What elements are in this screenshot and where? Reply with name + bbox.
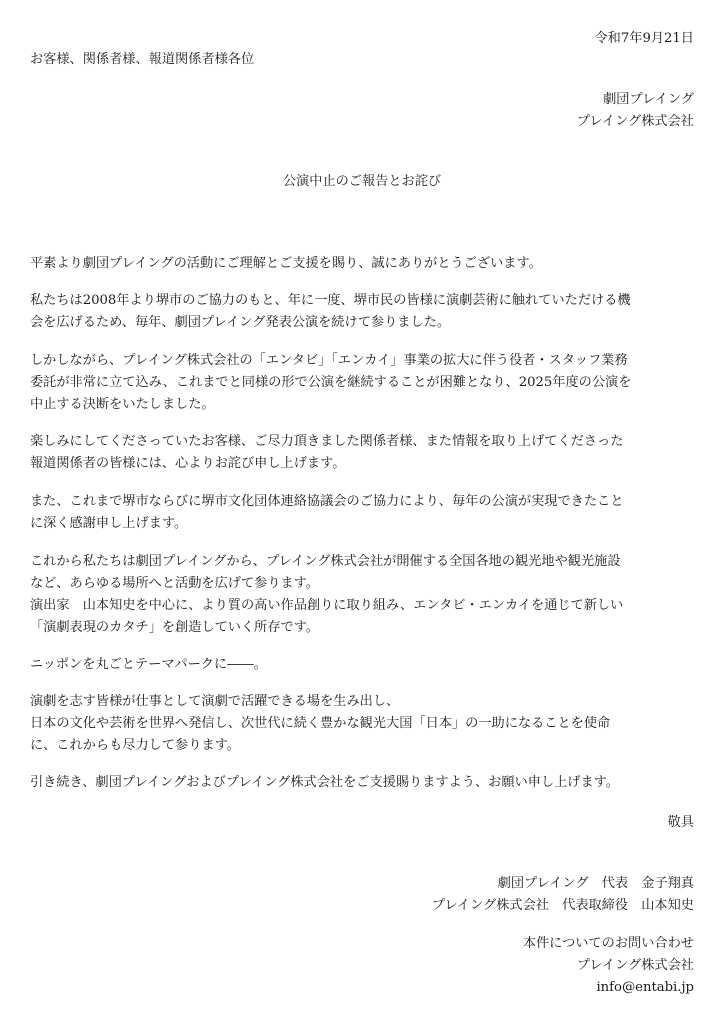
body-line: など、あらゆる場所へと活動を広げて参ります。 (30, 576, 320, 591)
body-line: 中止する決断をいたしました。 (30, 397, 215, 412)
body-line: 平素より劇団プレイングの活動にご理解とご支援を賜り、誠にありがとうございます。 (30, 256, 542, 271)
body-paragraph-3 (30, 350, 702, 416)
body-line: これから私たちは劇団プレイングから、プレイング株式会社が開催する全国各地の観光地や観光施設 (30, 554, 621, 569)
body-line: 日本の文化や芸術を世界へ発信し、次世代に続く豊かな観光大国「日本」の一助になることを使命 (30, 716, 611, 731)
body-line: 演劇を志す皆様が仕事として演劇で活躍できる場を生み出し、 (30, 694, 400, 709)
body-line: 私たちは2008年より堺市のご協力のもと、年に一度、堺市民の皆様に演劇芸術に触れていただける機 (30, 293, 631, 308)
signature-troupe: 劇団プレイング 代表 金子翔真 (497, 876, 694, 891)
contact-email: info@entabi.jp (596, 980, 694, 995)
closing-keigu: 敬具 (667, 815, 694, 830)
body-paragraph-6 (30, 551, 702, 639)
body-line: 「演劇表現のカタチ」を創造していく所存です。 (30, 620, 320, 635)
signature-company: プレイング株式会社 代表取締役 山本知史 (431, 898, 694, 913)
body-line: 委託が非常に立て込み、これまでと同様の形で公演を継続することが困難となり、2025年度の公演を (30, 375, 632, 390)
body-paragraph-8 (30, 691, 702, 757)
letter-recipients: お客様、関係者様、報道関係者様各位 (30, 52, 255, 67)
letter-date: 令和7年9月21日 (594, 31, 694, 46)
contact-company: プレイング株式会社 (576, 958, 694, 973)
body-line: しかしながら、プレイング株式会社の「エンタビ」「エンカイ」事業の拡大に伴う役者・スタッフ業務 (30, 353, 628, 368)
body-paragraph-1 (30, 253, 702, 275)
body-line: に深く感謝申し上げます。 (30, 516, 188, 531)
sender-name-company: プレイング株式会社 (576, 114, 694, 129)
contact-heading: 本件についてのお問い合わせ (522, 936, 694, 951)
sender-name-troupe: 劇団プレイング (603, 92, 694, 107)
body-paragraph-5 (30, 491, 702, 535)
body-paragraph-2 (30, 290, 702, 334)
body-line: 会を広げるため、毎年、劇団プレイング発表公演を続けて参りました。 (30, 315, 451, 330)
body-paragraph-9 (30, 772, 702, 794)
body-line: 楽しみにしてくださっていたお客様、ご尽力頂きました関係者様、また情報を取り上げてくださった (30, 434, 624, 449)
letter-title: 公演中止のご報告とお詫び (282, 174, 442, 189)
body-line: 演出家 山本知史を中心に、より質の高い作品創りに取り組み、エンタビ・エンカイを通じて新しい (30, 598, 624, 613)
body-line: 報道関係者の皆様には、心よりお詫び申し上げます。 (30, 456, 346, 471)
body-line: ニッポンを丸ごとテーマパークに――。 (30, 657, 267, 672)
body-paragraph-7 (30, 654, 702, 676)
body-paragraph-4 (30, 431, 702, 475)
body-line: また、これまで堺市ならびに堺市文化団体連絡協議会のご協力により、毎年の公演が実現できたこと (30, 494, 624, 509)
body-line: に、これからも尽力して参ります。 (30, 738, 240, 753)
body-line: 引き続き、劇団プレイングおよびプレイング株式会社をご支援賜りますよう、お願い申し上げます。 (30, 775, 619, 790)
